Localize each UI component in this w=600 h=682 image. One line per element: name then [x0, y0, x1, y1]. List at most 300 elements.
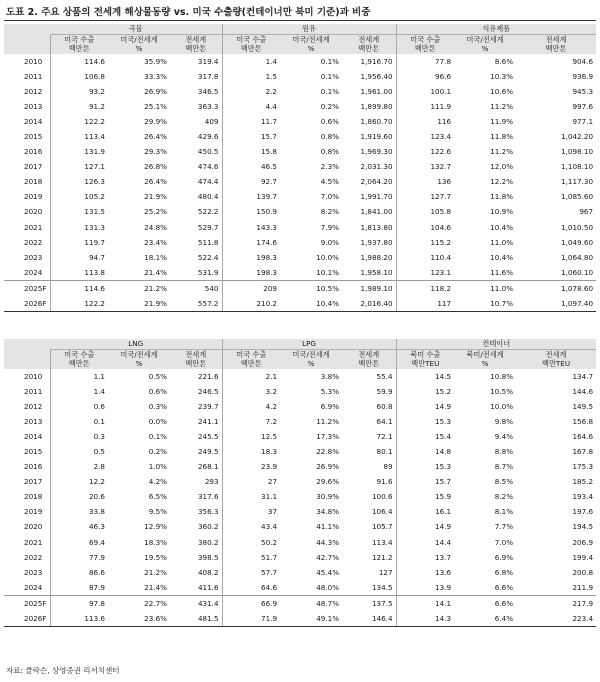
- column-header-unit: 백만톤: [545, 44, 567, 53]
- data-cell: 113.4: [50, 129, 108, 144]
- data-cell: 217.9: [516, 595, 596, 611]
- data-cell: 16.1: [396, 504, 454, 519]
- table-row: [4, 250, 596, 265]
- data-cell: 1,049.60: [561, 237, 594, 247]
- table-row: [4, 84, 596, 99]
- table-row: [4, 444, 596, 459]
- year-cell: 2016: [24, 462, 43, 472]
- group-header-row: [4, 24, 596, 34]
- data-cell: 106.4: [371, 507, 393, 517]
- data-cell: 11.6%: [490, 267, 514, 277]
- data-cell: 11.2%: [490, 147, 514, 157]
- data-cell: 2.3%: [320, 162, 339, 172]
- data-cell: 121.2: [371, 552, 393, 562]
- table-row: [4, 474, 596, 489]
- data-cell: 1,961.00: [360, 86, 393, 96]
- year-cell: 2026F: [4, 611, 50, 627]
- data-cell: 3.2: [222, 384, 280, 399]
- data-cell: 110.4: [396, 250, 454, 265]
- data-cell: 51.7: [222, 550, 280, 565]
- data-cell: 10.4%: [280, 296, 342, 312]
- data-cell: 46.3: [50, 519, 108, 534]
- data-cell: 127: [378, 567, 393, 577]
- column-header-label: 전세계: [545, 34, 567, 44]
- year-cell: 2020: [24, 522, 43, 532]
- data-cell: 64.1: [376, 416, 393, 426]
- data-cell: 86.6: [50, 565, 108, 580]
- data-cell: 37: [222, 504, 280, 519]
- data-cell: 480.4: [197, 192, 219, 202]
- data-cell: 131.3: [50, 220, 108, 235]
- data-cell: 122.6: [396, 144, 454, 159]
- data-cell: 14.5: [396, 369, 454, 384]
- data-cell: 144.6: [572, 386, 594, 396]
- data-cell: 8.6%: [494, 56, 514, 66]
- data-cell: 210.2: [222, 296, 280, 312]
- column-header-unit: %: [307, 359, 315, 368]
- data-cell: 117: [396, 296, 454, 312]
- data-cell: 17.3%: [316, 431, 340, 441]
- data-cell: 15.4: [396, 429, 454, 444]
- data-cell: 198.3: [222, 265, 280, 281]
- data-cell: 1,958.10: [360, 267, 393, 277]
- data-cell: 114.6: [50, 54, 108, 69]
- column-header-unit: 백만톤: [358, 359, 380, 368]
- data-cell: 10.8%: [490, 371, 514, 381]
- table-row: [4, 459, 596, 474]
- header-spacer: [4, 349, 50, 369]
- data-cell: 356.3: [197, 507, 219, 517]
- table-row: [4, 129, 596, 144]
- data-cell: 2.8: [50, 459, 108, 474]
- data-cell: 6.6%: [454, 595, 516, 611]
- data-cell: 936.9: [572, 71, 594, 81]
- data-cell: 0.6%: [148, 386, 167, 396]
- data-cell: 997.6: [572, 101, 594, 111]
- commodity-table-1: [4, 24, 596, 312]
- column-header: [342, 349, 396, 369]
- data-cell: 13.9: [396, 580, 454, 596]
- group-header: 컨테이너: [396, 339, 596, 349]
- data-cell: 522.2: [197, 207, 219, 217]
- column-header: [108, 349, 170, 369]
- data-cell: 10.5%: [280, 280, 342, 296]
- data-cell: 904.6: [572, 56, 594, 66]
- data-cell: 9.4%: [494, 431, 514, 441]
- data-cell: 57.7: [222, 565, 280, 580]
- data-cell: 26.4%: [144, 132, 167, 142]
- data-cell: 44.3%: [316, 537, 340, 547]
- data-cell: 0.1%: [320, 56, 339, 66]
- data-cell: 6.9%: [494, 552, 514, 562]
- data-cell: 15.2: [396, 384, 454, 399]
- column-header-label: 미국/전세계: [292, 349, 330, 359]
- column-header-label: 전세계: [185, 34, 207, 44]
- column-header-label: 전세계: [545, 349, 567, 359]
- data-cell: 10.7%: [454, 296, 516, 312]
- data-cell: 136: [396, 174, 454, 189]
- column-header: [396, 349, 454, 369]
- column-header-unit: 백만톤: [240, 359, 262, 368]
- data-cell: 34.8%: [316, 507, 340, 517]
- data-cell: 21.9%: [108, 296, 170, 312]
- table-row: [4, 414, 596, 429]
- data-cell: 529.7: [197, 222, 219, 232]
- data-cell: 11.0%: [454, 280, 516, 296]
- data-cell: 0.2%: [148, 447, 167, 457]
- data-cell: 977.1: [572, 116, 594, 126]
- year-cell: 2012: [24, 86, 43, 96]
- data-cell: 206.9: [572, 537, 594, 547]
- source-note: 자료: 클락슨, 상영증권 리서치센터: [6, 666, 120, 675]
- year-cell: 2025F: [4, 595, 50, 611]
- data-cell: 7.2: [222, 414, 280, 429]
- data-cell: 91.2: [50, 99, 108, 114]
- data-cell: 113.4: [371, 537, 393, 547]
- data-cell: 29.6%: [316, 477, 340, 487]
- data-cell: 0.8%: [320, 147, 339, 157]
- data-cell: 1,989.10: [342, 280, 396, 296]
- data-cell: 209: [222, 280, 280, 296]
- year-cell: 2026F: [4, 296, 50, 312]
- data-cell: 1,916.70: [360, 56, 393, 66]
- data-cell: 156.8: [572, 416, 594, 426]
- data-cell: 1,098.10: [561, 147, 594, 157]
- data-cell: 0.1%: [320, 86, 339, 96]
- data-cell: 77.9: [50, 550, 108, 565]
- data-cell: 268.1: [197, 462, 219, 472]
- data-cell: 48.0%: [316, 582, 340, 592]
- data-cell: 1,919.60: [360, 132, 393, 142]
- data-cell: 119.7: [50, 235, 108, 250]
- data-cell: 15.7: [222, 129, 280, 144]
- data-cell: 1,813.80: [360, 222, 393, 232]
- subheader-row: [4, 349, 596, 369]
- data-cell: 511.8: [197, 237, 219, 247]
- column-header-label: 전세계: [358, 349, 380, 359]
- column-header-unit: %: [481, 44, 489, 53]
- data-cell: 4.2%: [148, 477, 167, 487]
- data-cell: 55.4: [376, 371, 393, 381]
- data-cell: 11.2%: [316, 416, 340, 426]
- group-header: LNG: [50, 339, 222, 349]
- year-cell: 2015: [24, 447, 43, 457]
- column-header-label: 북미 수출: [410, 349, 441, 359]
- table-row: [4, 565, 596, 580]
- column-header: [516, 349, 596, 369]
- data-cell: 0.1: [50, 414, 108, 429]
- data-cell: 50.2: [222, 535, 280, 550]
- table-row: [4, 235, 596, 250]
- data-cell: 71.9: [222, 611, 280, 627]
- data-cell: 80.1: [376, 447, 393, 457]
- data-cell: 14.1: [396, 595, 454, 611]
- data-cell: 113.6: [50, 611, 108, 627]
- column-header-unit: 백만톤: [414, 44, 436, 53]
- data-cell: 8.8%: [494, 447, 514, 457]
- data-cell: 1,969.30: [360, 147, 393, 157]
- table-row: [4, 280, 596, 296]
- data-cell: 60.8: [376, 401, 393, 411]
- column-header-label: 미국 수출: [64, 34, 95, 44]
- data-cell: 6.6%: [494, 582, 514, 592]
- table-row: [4, 296, 596, 312]
- data-cell: 4.2: [222, 399, 280, 414]
- data-cell: 450.5: [197, 147, 219, 157]
- data-cell: 77.8: [396, 54, 454, 69]
- data-cell: 139.7: [222, 189, 280, 204]
- data-cell: 137.5: [342, 595, 396, 611]
- column-header-label: 미국 수출: [64, 349, 95, 359]
- data-cell: 14.8: [396, 444, 454, 459]
- data-cell: 10.4%: [490, 252, 514, 262]
- data-cell: 134.5: [371, 582, 393, 592]
- subheader-row: [4, 34, 596, 54]
- column-header: [516, 34, 596, 54]
- data-cell: 72.1: [376, 431, 393, 441]
- year-cell: 2017: [24, 162, 43, 172]
- title-divider: [4, 20, 596, 21]
- data-cell: 104.6: [396, 220, 454, 235]
- year-cell: 2024: [24, 267, 43, 277]
- data-cell: 1,085.60: [561, 192, 594, 202]
- page-title: 도표 2. 주요 상품의 전세계 해상물동량 vs. 미국 수출량(컨테이너만 북미 기준)과 비중: [6, 7, 371, 18]
- data-cell: 123.4: [396, 129, 454, 144]
- data-cell: 221.6: [197, 371, 219, 381]
- data-cell: 197.6: [572, 507, 594, 517]
- data-cell: 0.5%: [148, 371, 167, 381]
- data-cell: 93.2: [50, 84, 108, 99]
- data-cell: 1,860.70: [360, 116, 393, 126]
- data-cell: 21.9%: [144, 192, 167, 202]
- table-row: [4, 189, 596, 204]
- data-cell: 9.5%: [148, 507, 167, 517]
- data-cell: 26.9%: [144, 86, 167, 96]
- data-cell: 8.1%: [494, 507, 514, 517]
- data-cell: 15.8: [222, 144, 280, 159]
- year-cell: 2022: [24, 237, 43, 247]
- data-cell: 105.7: [371, 522, 393, 532]
- table-body: [4, 369, 596, 627]
- data-cell: 146.4: [342, 611, 396, 627]
- column-header-label: 미국/전세계: [466, 34, 504, 44]
- header-spacer: [4, 339, 50, 349]
- data-cell: 10.4%: [490, 222, 514, 232]
- year-cell: 2013: [24, 101, 43, 111]
- data-cell: 0.2%: [320, 101, 339, 111]
- table-row: [4, 144, 596, 159]
- data-cell: 49.1%: [280, 611, 342, 627]
- data-cell: 10.3%: [490, 71, 514, 81]
- year-cell: 2018: [24, 492, 43, 502]
- data-cell: 1,841.00: [360, 207, 393, 217]
- data-cell: 1,060.10: [561, 267, 594, 277]
- data-cell: 8.5%: [494, 477, 514, 487]
- data-cell: 10.0%: [316, 252, 339, 262]
- data-cell: 48.7%: [280, 595, 342, 611]
- data-cell: 22.7%: [108, 595, 170, 611]
- data-cell: 122.2: [50, 296, 108, 312]
- data-cell: 1,937.80: [360, 237, 393, 247]
- year-cell: 2024: [24, 582, 43, 592]
- table-row: [4, 519, 596, 534]
- column-header: [342, 34, 396, 54]
- group-header: 원유: [222, 24, 396, 34]
- data-cell: 6.5%: [148, 492, 167, 502]
- year-cell: 2010: [24, 371, 43, 381]
- data-cell: 114.6: [50, 280, 108, 296]
- column-header-unit: %: [135, 359, 143, 368]
- data-cell: 319.4: [197, 56, 219, 66]
- year-cell: 2019: [24, 192, 43, 202]
- table-row: [4, 535, 596, 550]
- data-cell: 4.4: [222, 99, 280, 114]
- data-cell: 116: [396, 114, 454, 129]
- data-cell: 2.1: [222, 369, 280, 384]
- data-cell: 45.4%: [316, 567, 340, 577]
- data-cell: 481.5: [170, 611, 222, 627]
- data-cell: 29.3%: [144, 147, 167, 157]
- data-cell: 9.0%: [320, 237, 339, 247]
- column-header-label: 미국 수출: [236, 34, 267, 44]
- column-header: [108, 34, 170, 54]
- data-cell: 10.9%: [490, 207, 514, 217]
- table-row: [4, 174, 596, 189]
- column-header-unit: 백만톤: [185, 44, 207, 53]
- data-cell: 474.4: [197, 177, 219, 187]
- column-header: [396, 34, 454, 54]
- data-cell: 12.2: [50, 474, 108, 489]
- table-row: [4, 159, 596, 174]
- data-cell: 21.2%: [108, 280, 170, 296]
- data-cell: 194.5: [572, 522, 594, 532]
- data-cell: 317.8: [197, 71, 219, 81]
- data-cell: 2,064.20: [360, 177, 393, 187]
- table-row: [4, 114, 596, 129]
- column-header-label: 북미/전세계: [466, 349, 504, 359]
- table-body: [4, 54, 596, 312]
- data-cell: 18.3: [222, 444, 280, 459]
- data-cell: 249.5: [197, 447, 219, 457]
- data-cell: 199.4: [572, 552, 594, 562]
- data-cell: 35.9%: [144, 56, 167, 66]
- data-cell: 97.8: [50, 595, 108, 611]
- data-cell: 431.4: [170, 595, 222, 611]
- data-cell: 33.3%: [144, 71, 167, 81]
- data-cell: 239.7: [197, 401, 219, 411]
- data-cell: 346.5: [197, 86, 219, 96]
- data-cell: 26.4%: [144, 177, 167, 187]
- table-row: [4, 99, 596, 114]
- column-header-label: 미국 수출: [410, 34, 441, 44]
- data-cell: 167.8: [572, 447, 594, 457]
- year-cell: 2023: [24, 252, 43, 262]
- data-cell: 132.7: [396, 159, 454, 174]
- year-cell: 2019: [24, 507, 43, 517]
- data-cell: 100.6: [371, 492, 393, 502]
- year-cell: 2011: [24, 386, 43, 396]
- data-cell: 127.7: [396, 189, 454, 204]
- data-cell: 111.9: [396, 99, 454, 114]
- data-cell: 2,016.40: [342, 296, 396, 312]
- year-cell: 2013: [24, 416, 43, 426]
- group-header: 곡물: [50, 24, 222, 34]
- table-row: [4, 429, 596, 444]
- data-cell: 21.4%: [144, 267, 167, 277]
- data-cell: 245.5: [197, 431, 219, 441]
- year-cell: 2014: [24, 116, 43, 126]
- column-header: [50, 34, 108, 54]
- data-cell: 29.9%: [144, 116, 167, 126]
- data-cell: 122.2: [50, 114, 108, 129]
- data-cell: 557.2: [170, 296, 222, 312]
- data-cell: 409: [204, 116, 219, 126]
- data-cell: 11.2%: [490, 101, 514, 111]
- year-cell: 2021: [24, 222, 43, 232]
- data-cell: 91.6: [376, 477, 393, 487]
- data-cell: 149.5: [572, 401, 594, 411]
- data-cell: 1,899.80: [360, 101, 393, 111]
- data-cell: 474.6: [197, 162, 219, 172]
- year-cell: 2014: [24, 431, 43, 441]
- data-cell: 7.0%: [494, 537, 514, 547]
- data-cell: 0.0%: [148, 416, 167, 426]
- data-cell: 223.4: [516, 611, 596, 627]
- data-cell: 27: [222, 474, 280, 489]
- year-cell: 2021: [24, 537, 43, 547]
- column-header-unit: %: [307, 44, 315, 53]
- data-cell: 1.5: [222, 69, 280, 84]
- column-header-unit: 백만톤: [358, 44, 380, 53]
- data-cell: 15.3: [396, 459, 454, 474]
- data-cell: 11.0%: [490, 237, 514, 247]
- data-cell: 4.5%: [320, 177, 339, 187]
- column-header: [280, 349, 342, 369]
- data-cell: 11.7: [222, 114, 280, 129]
- table-row: [4, 369, 596, 384]
- group-header: LPG: [222, 339, 396, 349]
- data-cell: 1,064.80: [561, 252, 594, 262]
- data-cell: 12.0%: [490, 162, 514, 172]
- column-header: [454, 34, 516, 54]
- data-cell: 8.7%: [494, 462, 514, 472]
- data-cell: 115.2: [396, 235, 454, 250]
- year-cell: 2017: [24, 477, 43, 487]
- table-row: [4, 399, 596, 414]
- data-cell: 23.6%: [108, 611, 170, 627]
- data-cell: 0.3: [50, 429, 108, 444]
- data-cell: 24.8%: [144, 222, 167, 232]
- data-cell: 11.8%: [490, 192, 514, 202]
- year-cell: 2022: [24, 552, 43, 562]
- data-cell: 408.2: [197, 567, 219, 577]
- data-cell: 0.1%: [320, 71, 339, 81]
- data-cell: 10.6%: [490, 86, 514, 96]
- data-cell: 20.6: [50, 489, 108, 504]
- data-cell: 7.9%: [320, 222, 339, 232]
- data-cell: 131.9: [50, 144, 108, 159]
- data-cell: 14.4: [396, 535, 454, 550]
- column-header: [170, 349, 222, 369]
- data-cell: 241.1: [197, 416, 219, 426]
- data-cell: 33.8: [50, 504, 108, 519]
- column-header-unit: %: [135, 44, 143, 53]
- data-cell: 317.6: [197, 492, 219, 502]
- table-row: [4, 580, 596, 596]
- data-cell: 12.5: [222, 429, 280, 444]
- data-cell: 1.0%: [148, 462, 167, 472]
- data-cell: 15.9: [396, 489, 454, 504]
